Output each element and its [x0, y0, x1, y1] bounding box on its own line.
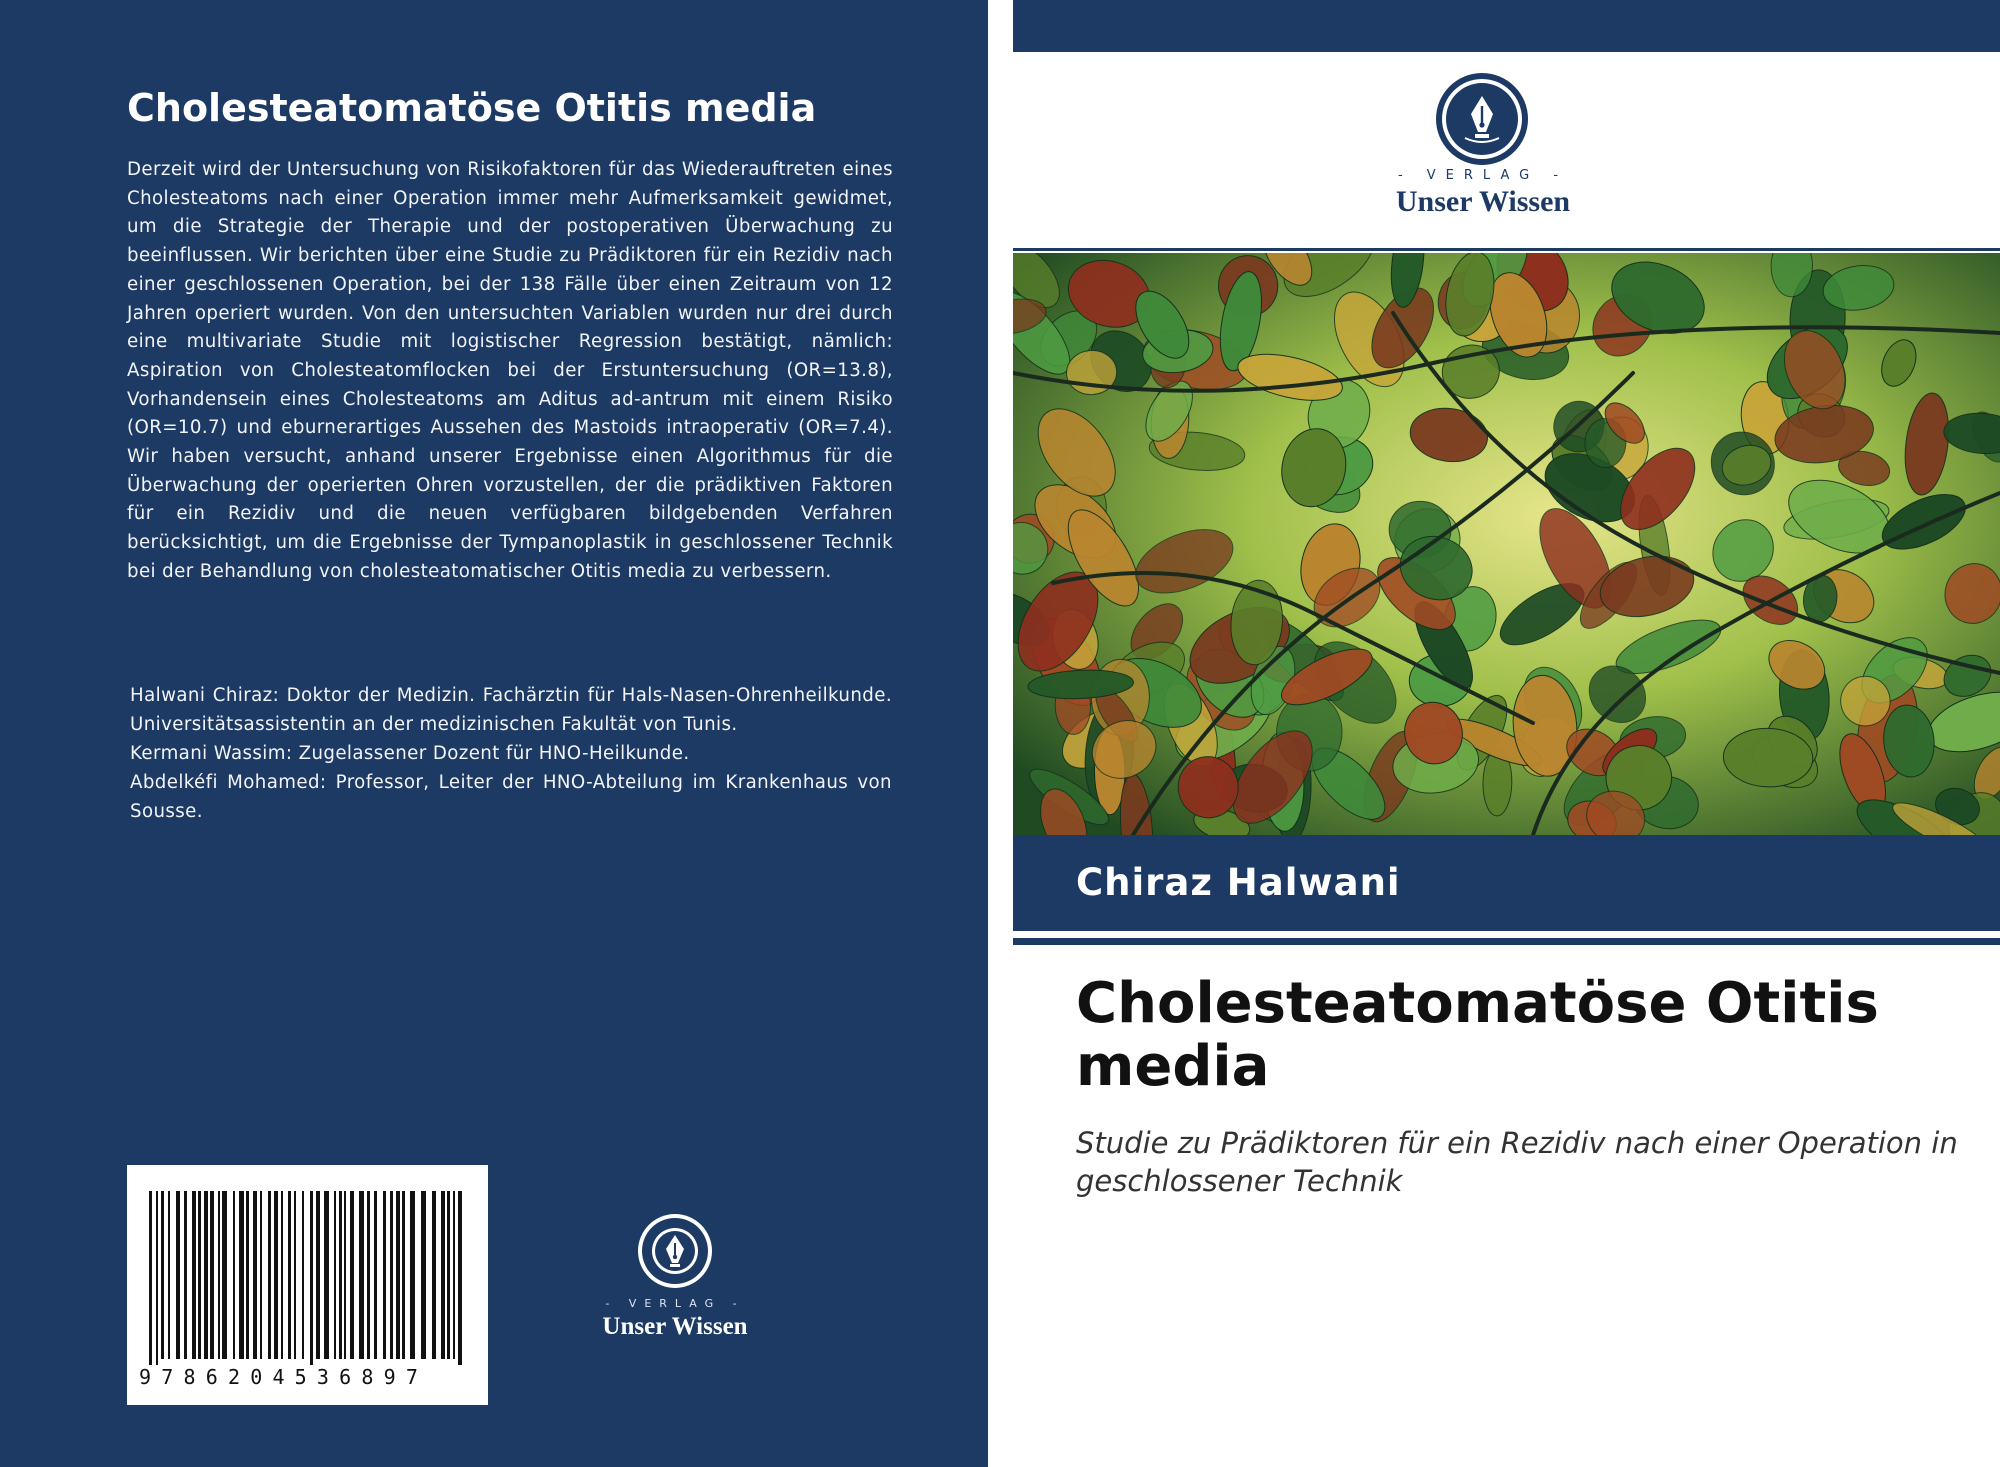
- barcode-bars: [127, 1165, 488, 1365]
- barcode-bar: [390, 1191, 393, 1359]
- author-bio: Kermani Wassim: Zugelassener Dozent für HNO-Heilkunde.: [130, 743, 690, 764]
- barcode-bar: [302, 1191, 304, 1359]
- publisher-logo-front: [1373, 72, 1593, 222]
- barcode-bar: [374, 1191, 377, 1359]
- barcode-bar: [383, 1191, 386, 1359]
- barcode-bar: [339, 1191, 342, 1359]
- barcode-bar: [161, 1191, 164, 1359]
- publisher-name: Unser Wissen: [602, 1313, 748, 1340]
- back-cover: [0, 0, 988, 1467]
- barcode-bar: [233, 1191, 235, 1359]
- barcode-bar: [359, 1191, 364, 1359]
- barcode-bar: [421, 1191, 426, 1359]
- barcode-bar: [410, 1191, 415, 1359]
- top-band: [1013, 0, 2000, 52]
- barcode-bar: [184, 1191, 187, 1359]
- spine: [988, 0, 1013, 1467]
- barcode-bar: [192, 1191, 196, 1359]
- author-band: [1013, 835, 2000, 931]
- front-cover-subtitle: Studie zu Prädiktoren für ein Rezidiv nach einer Operation in geschlossener Technik: [1076, 1126, 1958, 1198]
- leaves-photo: [1013, 253, 2000, 835]
- verlag-label: - VERLAG -: [605, 1297, 745, 1310]
- barcode-bar: [168, 1191, 170, 1359]
- barcode-bar: [350, 1191, 354, 1359]
- barcode-bar: [396, 1191, 400, 1359]
- author-name: Chiraz Halwani: [1076, 861, 1401, 904]
- pen-nib-icon: [637, 1213, 713, 1289]
- barcode-bar: [281, 1191, 283, 1359]
- verlag-label: - VERLAG -: [1397, 168, 1569, 183]
- front-cover-title: Cholesteatomatöse Otitis media: [1076, 971, 1879, 1099]
- barcode-bar: [288, 1191, 291, 1359]
- pen-nib-icon: [1435, 72, 1529, 166]
- barcode-bar: [310, 1191, 313, 1365]
- barcode-bar: [239, 1191, 244, 1359]
- barcode-bar: [402, 1191, 405, 1359]
- barcode-bar: [260, 1191, 262, 1359]
- barcode-bar: [458, 1191, 462, 1365]
- back-cover-blurb: Derzeit wird der Untersuchung von Risikofaktoren für das Wiederauftreten eines Cholesteatoms nach einer Operation immer mehr Aufmerksamkeit gewidmet, um die Strategie der Therapie und der postoperativen Überwachung zu beeinflussen. Wir berichten über eine Studie zu Prädiktoren für ein Rezidiv nach einer geschlossenen Operation, bei der 138 Fälle über einen Zeitraum von 12 Jahren operiert wurden. Von den untersuchten Variablen wurden nur drei durch eine multivariate Studie mit logistischer Regression bestätigt, nämlich: Aspiration von Cholesteatomflocken bei der Erstuntersuchung (OR=13.8), Vorhandensein eines Cholesteatoms am Aditus ad-antrum mit einem Risiko (OR=10.7) und eburnerartiges Aussehen des Mastoids intraoperativ (OR=7.4). Wir haben versucht, anhand unserer Ergebnisse einen Algorithmus für die Überwachung der operierten Ohren vorzustellen, der die prädiktiven Faktoren für ein Rezidiv und die neuen verfügbaren bildgebenden Verfahren berücksichtigt, um die Ergebnisse der Tympanoplastik in geschlossener Technik bei der Behandlung von cholesteatomatischer Otitis media zu verbessern.: [127, 159, 893, 582]
- photo-top-rule: [1013, 248, 2000, 251]
- barcode-bar: [294, 1191, 296, 1359]
- barcode-bar: [246, 1191, 249, 1359]
- barcode-bar: [210, 1191, 214, 1359]
- barcode-bar: [149, 1191, 152, 1365]
- barcode-bar: [367, 1191, 370, 1359]
- back-cover-title: Cholesteatomatöse Otitis media: [127, 86, 817, 130]
- barcode-bar: [334, 1191, 336, 1359]
- barcode-bar: [198, 1191, 201, 1359]
- barcode-bar: [204, 1191, 208, 1359]
- leaves-image: [1013, 253, 2000, 835]
- barcode-bar: [268, 1191, 271, 1359]
- publisher-logo-back: [585, 1213, 765, 1343]
- barcode-bar: [253, 1191, 257, 1359]
- barcode-bar: [176, 1191, 180, 1359]
- isbn-digits: 9786204536897: [139, 1365, 429, 1389]
- barcode-bar: [316, 1191, 320, 1359]
- barcode-bar: [453, 1191, 455, 1359]
- barcode-bar: [156, 1191, 158, 1365]
- publisher-name: Unser Wissen: [1395, 185, 1571, 218]
- isbn-barcode: [127, 1165, 488, 1405]
- barcode-bar: [432, 1191, 436, 1359]
- author-bios: [130, 681, 892, 826]
- barcode-bar: [324, 1191, 329, 1359]
- author-bio: Abdelkéfi Mohamed: Professor, Leiter der HNO-Abteilung im Krankenhaus von Sousse.: [130, 772, 892, 822]
- barcode-bar: [344, 1191, 346, 1359]
- barcode-bar: [441, 1191, 445, 1359]
- author-rule: [1013, 938, 2000, 945]
- barcode-bar: [218, 1191, 220, 1359]
- author-bio: Halwani Chiraz: Doktor der Medizin. Fachärztin für Hals-Nasen-Ohrenheilkunde. Universitätsassistentin an der medizinischen Fakultät von Tunis.: [130, 685, 892, 735]
- barcode-bar: [274, 1191, 278, 1359]
- front-cover: [1013, 0, 2000, 1467]
- barcode-bar: [222, 1191, 227, 1359]
- barcode-bar: [447, 1191, 450, 1359]
